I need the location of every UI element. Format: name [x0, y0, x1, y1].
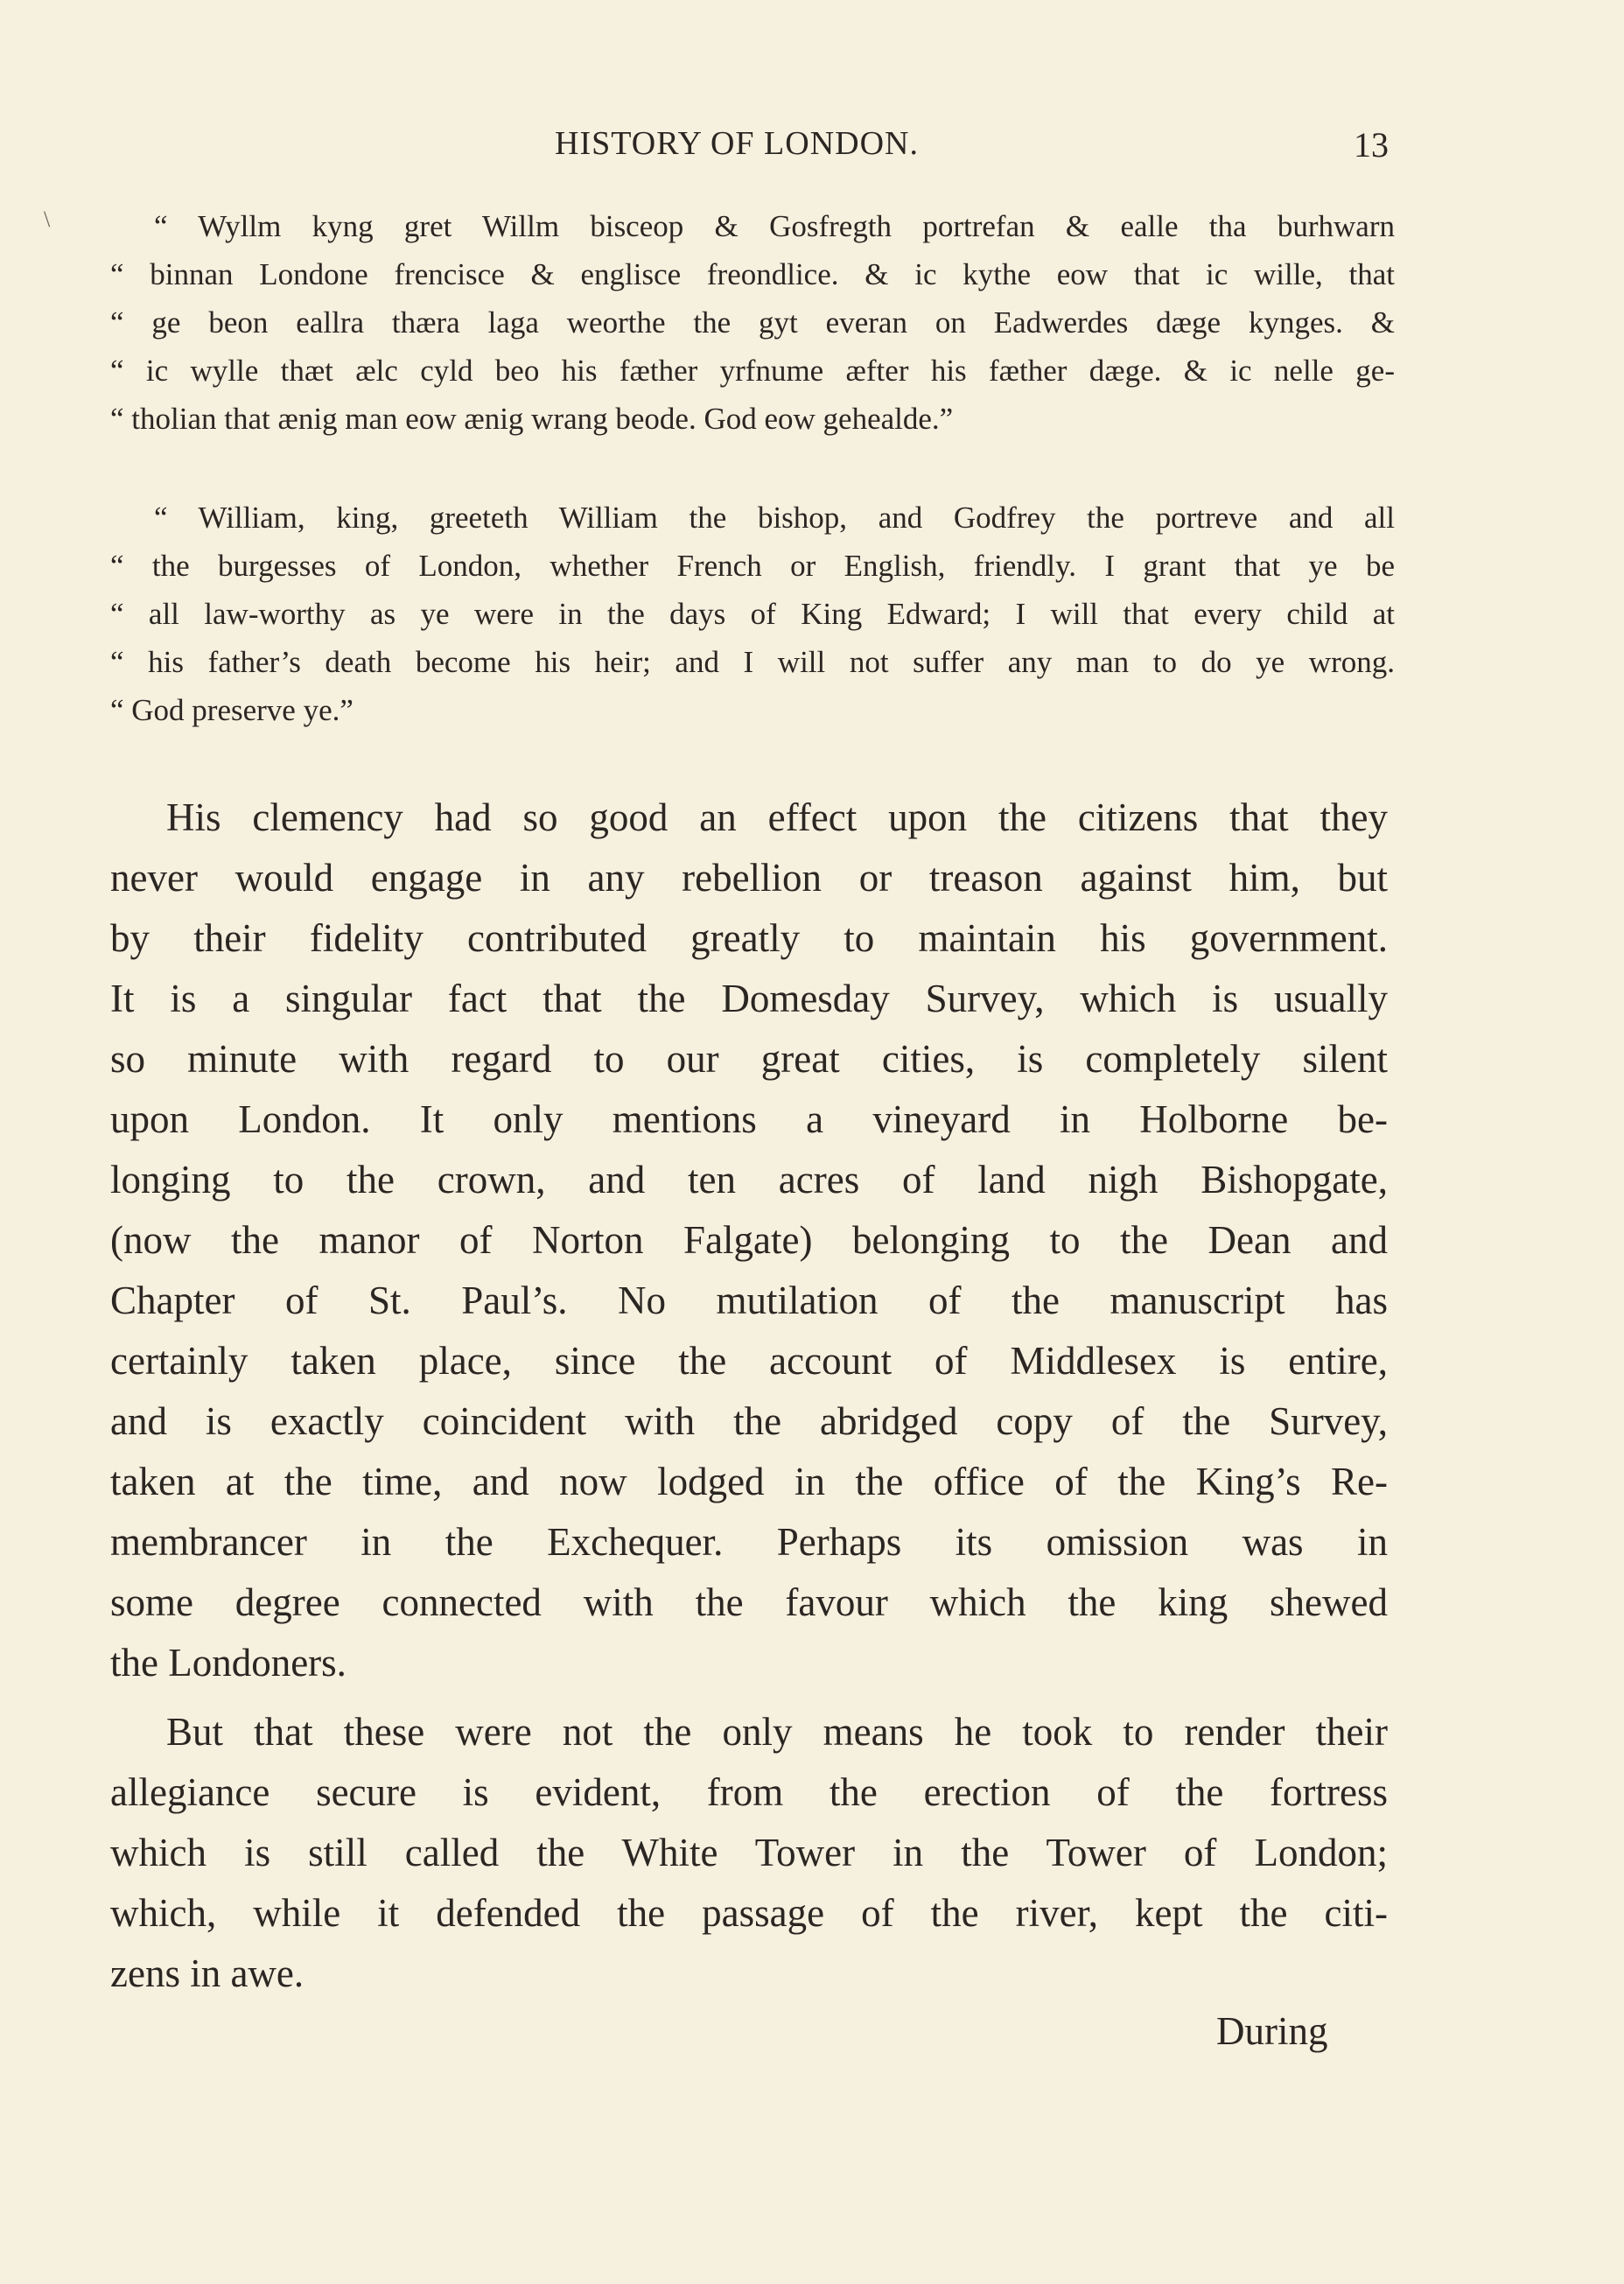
body-line: But that these were not the only means he took to render their — [166, 1710, 1388, 1754]
charter-translation-line: “ God preserve ye.” — [110, 693, 354, 727]
charter-old-english-line: “ Wyllm kyng gret Willm bisceop & Gosfregth portrefan & ealle tha burhwarn — [154, 209, 1395, 243]
charter-translation-line: “ the burgesses of London, whether French or English, friendly. I grant that ye be — [110, 549, 1395, 583]
body-line: which, while it defended the passage of the river, kept the citi- — [110, 1891, 1388, 1935]
body-line: the Londoners. — [110, 1641, 346, 1685]
body-line: upon London. It only mentions a vineyard in Holborne be- — [110, 1097, 1388, 1141]
body-line: membrancer in the Exchequer. Perhaps its omission was in — [110, 1520, 1388, 1564]
body-line: which is still called the White Tower in the Tower of London; — [110, 1831, 1388, 1874]
body-line: allegiance secure is evident, from the erection of the fortress — [110, 1770, 1388, 1814]
body-line: never would engage in any rebellion or treason against him, but — [110, 856, 1388, 900]
body-line: It is a singular fact that the Domesday Survey, which is usually — [110, 977, 1388, 1020]
charter-translation-line: “ all law-worthy as ye were in the days of King Edward; I will that every child at — [110, 597, 1395, 631]
body-line: Chapter of St. Paul’s. No mutilation of the manuscript has — [110, 1279, 1388, 1322]
charter-old-english-line: “ binnan Londone frencisce & englisce freondlice. & ic kythe eow that ic wille, that — [110, 257, 1395, 291]
body-line: (now the manor of Norton Falgate) belonging to the Dean and — [110, 1218, 1388, 1262]
catchword: During — [1216, 2009, 1328, 2053]
charter-old-english-line: “ ge beon eallra thæra laga weorthe the gyt everan on Eadwerdes dæge kynges. & — [110, 305, 1395, 340]
body-line: longing to the crown, and ten acres of land nigh Bishopgate, — [110, 1158, 1388, 1202]
charter-translation-line: “ William, king, greeteth William the bishop, and Godfrey the portreve and all — [154, 501, 1395, 535]
page-number: 13 — [1354, 125, 1389, 165]
body-line: certainly taken place, since the account of Middlesex is entire, — [110, 1339, 1388, 1383]
body-line: His clemency had so good an effect upon the citizens that they — [166, 795, 1388, 839]
charter-translation-line: “ his father’s death become his heir; and I will not suffer any man to do ye wrong. — [110, 645, 1395, 679]
body-line: zens in awe. — [110, 1951, 304, 1995]
body-line: by their fidelity contributed greatly to maintain his government. — [110, 916, 1388, 960]
body-line: and is exactly coincident with the abridged copy of the Survey, — [110, 1399, 1388, 1443]
body-line: some degree connected with the favour which the king shewed — [110, 1580, 1388, 1624]
charter-old-english-line: “ ic wylle thæt ælc cyld beo his fæther yrfnume æfter his fæther dæge. & ic nelle ge- — [110, 354, 1395, 388]
running-head: HISTORY OF LONDON. — [555, 125, 919, 162]
charter-old-english-line: “ tholian that ænig man eow ænig wrang beode. God eow gehealde.” — [110, 402, 954, 436]
body-line: so minute with regard to our great cities, is completely silent — [110, 1037, 1388, 1081]
body-line: taken at the time, and now lodged in the office of the King’s Re- — [110, 1460, 1388, 1503]
margin-mark: \ — [44, 207, 51, 232]
